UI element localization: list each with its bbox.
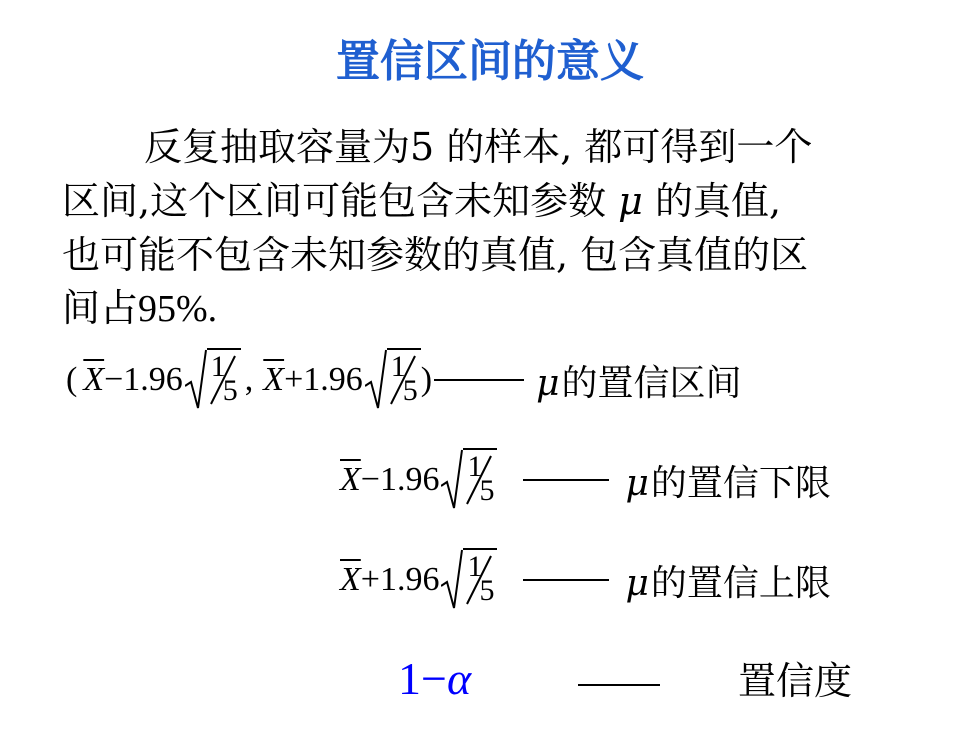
sqrt-one-fifth: 1 5 bbox=[365, 350, 421, 410]
paragraph-line-4: 间占95%. bbox=[62, 288, 218, 330]
paragraph-line-2: 区间,这个区间可能包含未知参数 μ 的真值, bbox=[62, 179, 782, 223]
explanation-paragraph bbox=[62, 120, 932, 336]
confidence-level-label: 置信度 bbox=[738, 659, 853, 703]
mu-symbol: μ bbox=[625, 462, 649, 504]
x-bar-symbol: $\overline{X}$ bbox=[340, 461, 361, 498]
em-dash-line bbox=[523, 579, 609, 581]
mu-symbol: μ bbox=[618, 179, 643, 223]
formula-confidence-interval: ( $\overline{X}$ −1.96 1 5 , $\overline{X}$ +1.96 1 5 ) μ的置信区间 bbox=[66, 350, 742, 410]
alpha-symbol: α bbox=[446, 653, 472, 704]
paragraph-line-3: 也可能不包含未知参数的真值, 包含真值的区 bbox=[62, 233, 809, 277]
paragraph-line-1: 反复抽取容量为5 的样本, 都可得到一个 bbox=[144, 125, 813, 169]
radical-sign-icon bbox=[441, 548, 463, 610]
x-bar-symbol: $\overline{X}$ bbox=[83, 361, 105, 398]
em-dash-line bbox=[523, 479, 609, 481]
sqrt-one-fifth: 1 5 bbox=[185, 350, 241, 410]
em-dash-line bbox=[578, 684, 660, 686]
x-bar-symbol: $\overline{X}$ bbox=[263, 361, 285, 398]
x-bar-symbol: $\overline{X}$ bbox=[340, 561, 361, 598]
em-dash-line bbox=[434, 379, 524, 381]
formula-upper-bound: $\overline{X}$ +1.96 1 5 μ的置信上限 bbox=[340, 550, 831, 610]
radical-sign-icon bbox=[365, 348, 387, 410]
one-minus-alpha: 1−α bbox=[398, 653, 472, 704]
formula-lower-bound: $\overline{X}$ −1.96 1 5 μ的置信下限 bbox=[340, 450, 831, 510]
sqrt-one-fifth: 1 5 bbox=[441, 550, 497, 610]
mu-symbol: μ bbox=[536, 362, 560, 404]
slide-title: 置信区间的意义 bbox=[336, 36, 644, 87]
sqrt-one-fifth: 1 5 bbox=[441, 450, 497, 510]
radical-sign-icon bbox=[185, 348, 207, 410]
mu-symbol: μ bbox=[625, 562, 649, 604]
radical-sign-icon bbox=[441, 448, 463, 510]
